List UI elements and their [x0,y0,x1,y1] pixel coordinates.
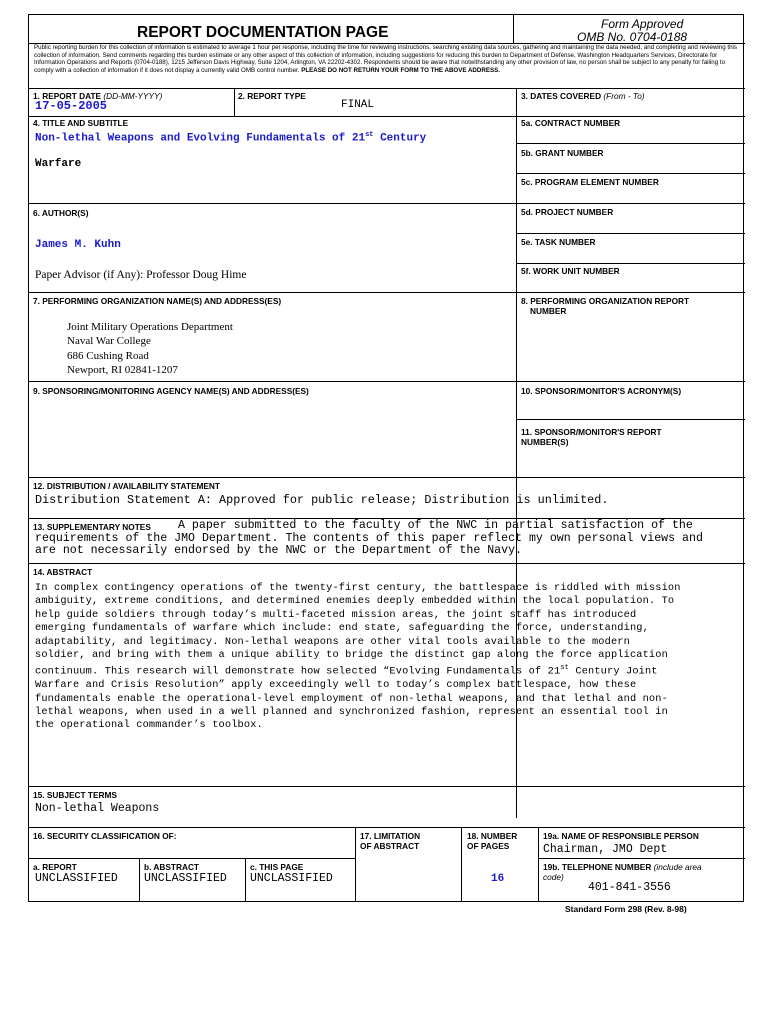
telephone-hint: code) [543,872,564,882]
distribution-value[interactable]: Distribution Statement A: Approved for public release; Distribution is unlimited. [35,493,609,507]
omb-number: OMB No. 0704-0188 [577,30,688,44]
burden-warning: PLEASE DO NOT RETURN YOUR FORM TO THE ABOVE ADDRESS. [301,66,500,74]
report-type-value[interactable]: FINAL [341,99,375,111]
supplementary-label: 13. SUPPLEMENTARY NOTES [33,522,151,532]
limitation-label: 17. LIMITATION OF ABSTRACT [360,831,421,851]
contract-number-label: 5a. CONTRACT NUMBER [521,118,621,128]
form-approved-label: Form Approved [601,17,684,31]
telephone-label: 19b. TELEPHONE NUMBER (include area [543,862,702,872]
abstract-line: fundamentals enable the operational-level employment of non-lethal weapons, and that lethal and non- [35,692,668,705]
number-of-pages-label: 18. NUMBER OF PAGES [467,831,518,851]
supplementary-line-3[interactable]: are not necessarily endorsed by the NWC or the Department of the Navy. [35,544,523,557]
abstract-text[interactable] [35,582,739,733]
task-number-label: 5e. TASK NUMBER [521,237,596,247]
sponsor-label: 9. SPONSORING/MONITORING AGENCY NAME(S) AND ADDRESS(ES) [33,386,309,396]
responsible-person-label: 19a. NAME OF RESPONSIBLE PERSON [543,831,699,841]
responsible-person-value[interactable]: Chairman, JMO Dept [543,843,668,856]
abstract-line: the operational commander’s toolbox. [35,719,263,732]
report-date-value[interactable]: 17-05-2005 [35,99,108,113]
report-date-label: 1. REPORT DATE (DD-MM-YYYY) [33,91,163,101]
author-value[interactable]: James M. Kuhn [35,239,121,251]
abstract-line: help guide soldiers through today’s multi-faceted mission areas, the joint staff has introduced [35,608,637,621]
abstract-line: emerging fundamentals of warfare which include: end state, safeguarding the force, understanding, [35,622,649,635]
abstract-line: Warfare and Crisis Resolution” apply exceedingly well to today’s complex battlespace, how these [35,679,637,692]
supplementary-line-1[interactable]: A paper submitted to the faculty of the NWC in partial satisfaction of the [178,519,693,532]
abstract-class-label: b. ABSTRACT [144,862,199,872]
report-class-label: a. REPORT [33,862,77,872]
dates-covered-label: 3. DATES COVERED (From - To) [521,91,645,101]
abstract-line: ambiguity, extreme conditions, and determined enemies deeply embedded within the local population. To [35,595,675,608]
org-line-3: 686 Cushing Road [67,349,149,362]
work-unit-label: 5f. WORK UNIT NUMBER [521,266,620,276]
performing-report-label: 8. PERFORMING ORGANIZATION REPORT NUMBER [521,296,690,316]
abstract-line: lethal weapons, when used in a well planned and synchronized fashion, represent an essential tool in [35,706,668,719]
title-value[interactable]: Non-lethal Weapons and Evolving Fundamentals of 21st Century [35,131,427,145]
distribution-label: 12. DISTRIBUTION / AVAILABILITY STATEMENT [33,481,220,491]
title-value-line2[interactable]: Warfare [35,158,82,170]
abstract-class-value[interactable]: UNCLASSIFIED [144,872,227,885]
report-class-value[interactable]: UNCLASSIFIED [35,872,118,885]
org-line-4: Newport, RI 02841-1207 [67,363,178,376]
abstract-line: adaptability, and legitimacy. Non-lethal weapons are other vital tools available to the modern [35,635,630,648]
this-page-class-label: c. THIS PAGE [250,862,304,872]
burden-statement [34,44,739,74]
report-type-label: 2. REPORT TYPE [238,91,306,101]
subject-terms-value[interactable]: Non-lethal Weapons [35,802,160,815]
abstract-line: In complex contingency operations of the twenty-first century, the battlespace is riddled with mission [35,582,681,594]
sponsor-report-label: 11. SPONSOR/MONITOR'S REPORT NUMBER(S) [521,427,662,447]
org-line-2: Naval War College [67,335,151,348]
security-classification-label: 16. SECURITY CLASSIFICATION OF: [33,831,177,841]
grant-number-label: 5b. GRANT NUMBER [521,148,604,158]
subject-terms-label: 15. SUBJECT TERMS [33,790,117,800]
performing-org-label: 7. PERFORMING ORGANIZATION NAME(S) AND ADDRESS(ES) [33,296,282,306]
telephone-value[interactable]: 401-841-3556 [588,881,671,894]
advisor-value[interactable]: Paper Advisor (if Any): Professor Doug Hime [35,269,247,281]
author-label: 6. AUTHOR(S) [33,208,89,218]
org-address[interactable] [67,320,233,377]
sponsor-acronym-label: 10. SPONSOR/MONITOR'S ACRONYM(S) [521,386,682,396]
form-id: Standard Form 298 (Rev. 8-98) [565,904,687,914]
number-of-pages-value[interactable]: 16 [491,873,505,885]
page-title: REPORT DOCUMENTATION PAGE [137,24,389,41]
abstract-line: continuum. This research will demonstrate how selected “Evolving Fundamentals of 21st Century Joint [35,664,658,678]
program-element-label: 5c. PROGRAM ELEMENT NUMBER [521,177,659,187]
this-page-class-value[interactable]: UNCLASSIFIED [250,872,333,885]
burden-text: Public reporting burden for this collection of information is estimated to average 1 hour per response, including the time for reviewing instructions, searching existing data sources, gathering and maintaining the data needed, and completing and reviewing this collection of information. Send comments regarding this burden estimate or any other aspect of this collection of information, including suggestions for reducing this burden to Department of Defense, Washington Headquarters Services, Directorate for Information Operations and Reports (0704-0188), 1215 Jefferson Davis Highway, Suite 1204, Arlington, VA 22202-4302. Respondents should be aware that notwithstanding any other provision of law, no person shall be subject to any penalty for failing to comply with a collection of information if it does not display a currently valid OMB control number. [34,44,738,74]
abstract-label: 14. ABSTRACT [33,567,93,577]
abstract-line: soldier, and bring with them a unique ability to bridge the distinct gap along the force application [35,649,668,662]
title-label: 4. TITLE AND SUBTITLE [33,118,129,128]
project-number-label: 5d. PROJECT NUMBER [521,207,614,217]
report-documentation-form [28,14,744,902]
org-line-1: Joint Military Operations Department [67,321,233,333]
supplementary-line-2[interactable]: requirements of the JMO Department. The contents of this paper reflect my own personal views and [35,532,703,545]
